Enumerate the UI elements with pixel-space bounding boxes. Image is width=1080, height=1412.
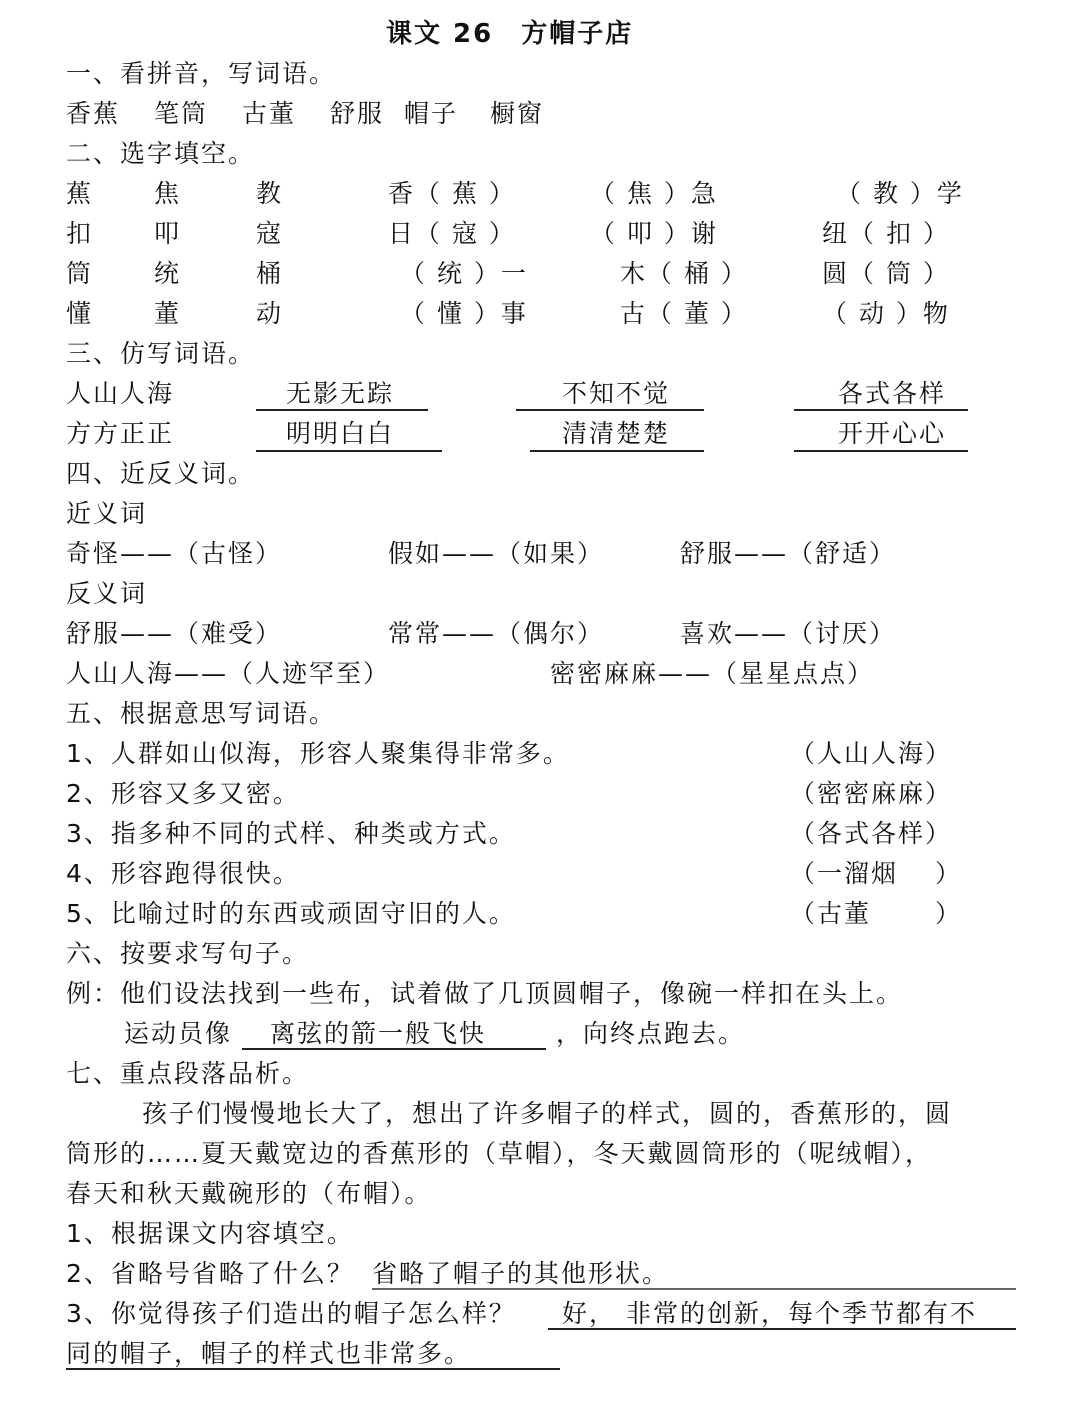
s5-answer: （古董 ） [790,899,962,928]
s3-pattern: 方方正正 [66,419,175,448]
s7-question-3: 3、你觉得孩子们造出的帽子怎么样？ [66,1299,516,1328]
s2-blank: （ 教 ）学 [836,179,964,208]
s7-question-1: 1、根据课文内容填空。 [66,1219,354,1248]
s2-char: 统 [154,259,182,288]
s3-answer: 明明白白 [286,419,395,448]
s6-example: 例：他们设法找到一些布，试着做了几顶圆帽子，像碗一样扣在头上。 [66,979,904,1008]
synonym-label: 近义词 [66,499,148,528]
s2-blank: 香（ 蕉 ） [388,179,516,208]
s3-answer: 不知不觉 [562,379,671,408]
s7-answer-2: 省略了帽子的其他形状。 [372,1259,670,1288]
antonym-pair: 人山人海——（人迹罕至） [66,659,391,688]
s5-question: 1、人群如山似海，形容人聚集得非常多。 [66,739,570,768]
s3-answer: 清清楚楚 [562,419,671,448]
s2-blank: （ 懂 ）事 [400,299,528,328]
section-4-heading: 四、近反义词。 [66,459,256,488]
s3-answer: 无影无踪 [286,379,395,408]
antonym-pair: 密密麻麻——（星星点点） [550,659,875,688]
paragraph-line: 春天和秋天戴碗形的（布帽）。 [66,1179,432,1208]
s2-char: 叩 [154,219,182,248]
s6-suffix: ，向终点跑去。 [556,1019,746,1048]
s2-blank: （ 焦 ）急 [590,179,718,208]
antonym-pair: 常常——（偶尔） [388,619,605,648]
s2-char: 焦 [154,179,182,208]
section-3-heading: 三、仿写词语。 [66,339,256,368]
s3-answer: 开开心心 [838,419,947,448]
s6-prefix: 运动员像 [124,1019,233,1048]
answer-underline [66,1368,560,1370]
s1-word: 古董 [242,99,297,128]
answer-underline [256,409,428,411]
s2-char: 蕉 [66,179,94,208]
s2-char: 懂 [66,299,94,328]
s5-answer: （各式各样） [790,819,953,848]
s2-blank: 日（ 寇 ） [388,219,516,248]
synonym-pair: 舒服——（舒适） [680,539,897,568]
s1-word: 帽子 [404,99,459,128]
antonym-pair: 舒服——（难受） [66,619,283,648]
s2-blank: （ 叩 ）谢 [590,219,718,248]
answer-underline [530,450,704,452]
paragraph-line: 筒形的……夏天戴宽边的香蕉形的（草帽），冬天戴圆筒形的（呢绒帽）， [66,1139,933,1168]
section-6-heading: 六、按要求写句子。 [66,939,310,968]
s2-char: 动 [256,299,284,328]
s2-blank: 木（ 桶 ） [620,259,748,288]
answer-underline [516,409,704,411]
s7-answer-3-line2: 同的帽子，帽子的样式也非常多。 [66,1339,472,1368]
answer-underline [794,450,968,452]
s2-char: 教 [256,179,284,208]
s2-blank: （ 动 ）物 [822,299,950,328]
s2-blank: 古（ 董 ） [620,299,748,328]
s5-question: 2、形容又多又密。 [66,779,300,808]
s2-blank: （ 统 ）一 [400,259,528,288]
s6-answer: 离弦的箭一般飞快 [270,1019,487,1048]
s5-answer: （人山人海） [790,739,953,768]
s2-blank: 圆（ 筒 ） [822,259,950,288]
s7-answer-3-line1: 好， 非常的创新，每个季节都有不 [562,1299,977,1328]
s2-char: 寇 [256,219,284,248]
s5-answer: （一溜烟 ） [790,859,962,888]
s1-word: 笔筒 [154,99,209,128]
s2-char: 桶 [256,259,284,288]
answer-underline [372,1288,1016,1290]
s5-question: 4、形容跑得很快。 [66,859,300,888]
s2-char: 董 [154,299,182,328]
answer-underline [256,450,442,452]
section-2-heading: 二、选字填空。 [66,139,256,168]
s2-char: 扣 [66,219,94,248]
s1-word: 橱窗 [490,99,545,128]
section-1-heading: 一、看拼音，写词语。 [66,59,337,88]
section-7-heading: 七、重点段落品析。 [66,1059,310,1088]
antonym-pair: 喜欢——（讨厌） [680,619,897,648]
antonym-label: 反义词 [66,579,148,608]
section-5-heading: 五、根据意思写词语。 [66,699,337,728]
s1-word: 舒服 [330,99,385,128]
s5-question: 3、指多种不同的式样、种类或方式。 [66,819,516,848]
s5-answer: （密密麻麻） [790,779,953,808]
answer-underline [242,1048,546,1050]
page-title: 课文 26 方帽子店 [386,19,634,49]
s7-question-2: 2、省略号省略了什么？ [66,1259,354,1288]
s2-blank: 纽（ 扣 ） [822,219,950,248]
synonym-pair: 假如——（如果） [388,539,605,568]
s1-word: 香蕉 [66,99,121,128]
s5-question: 5、比喻过时的东西或顽固守旧的人。 [66,899,516,928]
answer-underline [794,409,968,411]
s3-pattern: 人山人海 [66,379,175,408]
paragraph-line: 孩子们慢慢地长大了，想出了许多帽子的样式，圆的，香蕉形的，圆 [142,1099,953,1128]
synonym-pair: 奇怪——（古怪） [66,539,283,568]
s3-answer: 各式各样 [838,379,947,408]
answer-underline [548,1328,1016,1330]
s2-char: 筒 [66,259,94,288]
